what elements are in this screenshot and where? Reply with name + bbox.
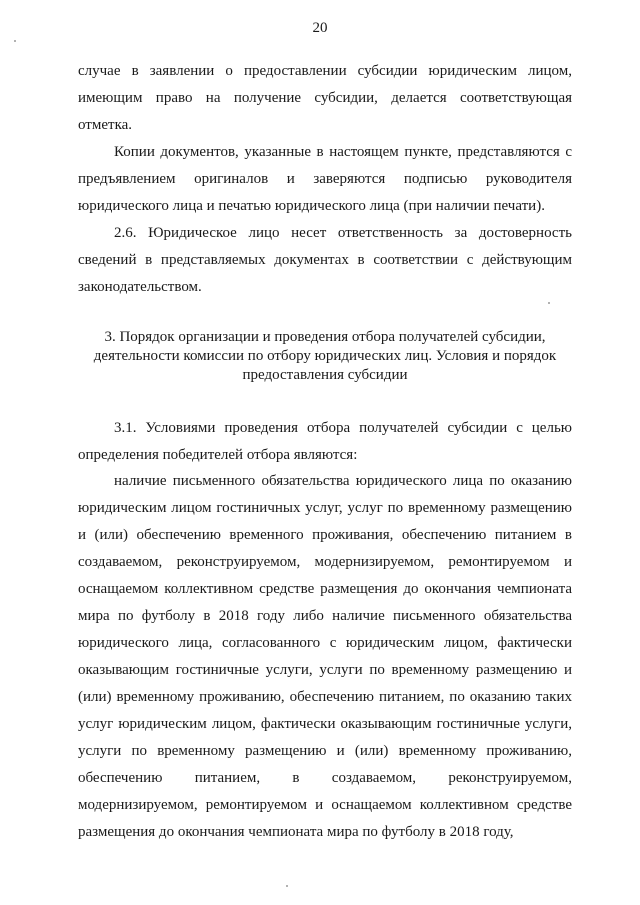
paragraph-continuation: случае в заявлении о предоставлении субсидии юридическим лицом, имеющим право на получение субсидии, делается соответствующая отметка.: [78, 63, 572, 133]
scan-speck: [286, 885, 288, 887]
scan-speck: [548, 302, 550, 304]
section-heading-line-2: деятельности комиссии по отбору юридических лиц. Условия и порядок: [93, 348, 557, 364]
section-heading-line-1: 3. Порядок организации и проведения отбора получателей субсидии,: [104, 329, 546, 345]
paragraph-2-6: 2.6. Юридическое лицо несет ответственность за достоверность сведений в представляемых документах в соответствии с действующим законодательством.: [78, 225, 572, 295]
page-number: 20: [312, 20, 328, 36]
paragraph-3-1: 3.1. Условиями проведения отбора получателей субсидии с целью определения победителей отбора являются:: [78, 420, 572, 463]
section-heading-line-3: предоставления субсидии: [242, 367, 408, 383]
scan-speck: [14, 40, 16, 42]
paragraph-conditions: наличие письменного обязательства юридического лица по оказанию юридическим лицом гостиничных услуг, услуг по временному размещению и (или) обеспечению временного проживания, обеспечению питанием в создаваемом, реконструируемом, модернизируемом, ремонтируемом и оснащаемом коллективном средстве размещения до окончания чемпионата мира по футболу в 2018 году либо наличие письменного обязательства юридического лица, согласованного с юридическим лицом, фактически оказывающим гостиничные услуги, услуги по временному размещению и (или) временному проживанию, обеспечению питанием, по оказанию таких услуг юридическим лицом, фактически оказывающим гостиничные услуги, услуги по временному размещению и (или) временному проживанию, обеспечению питанием, в создаваемом, реконструируемом, модернизируемом, ремонтируемом и оснащаемом коллективном средстве размещения до окончания чемпионата мира по футболу в 2018 году,: [78, 473, 572, 840]
paragraph-document-copies: Копии документов, указанные в настоящем пункте, представляются с предъявлением оригиналов и заверяются подписью руководителя юридического лица и печатью юридического лица (при наличии печати).: [78, 144, 572, 214]
section-heading: [78, 328, 572, 385]
